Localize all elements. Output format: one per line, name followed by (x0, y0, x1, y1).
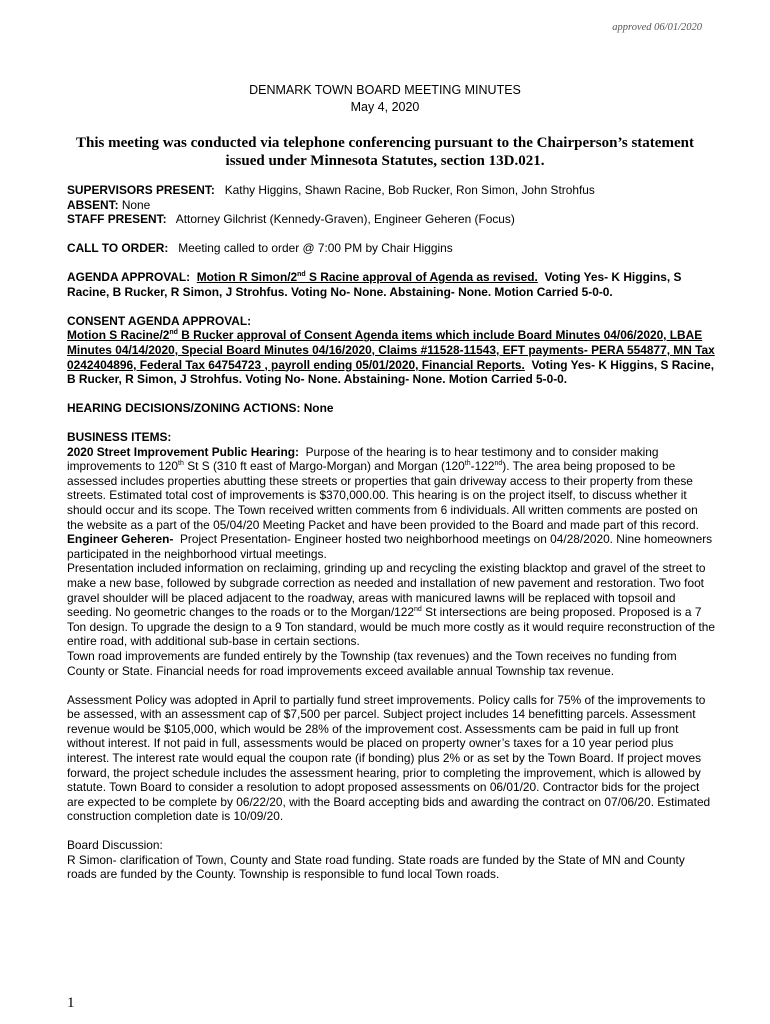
hearing-section (67, 401, 717, 416)
call-to-order-label: CALL TO ORDER: (67, 241, 169, 256)
minutes-body (67, 183, 717, 896)
absent-label: ABSENT: (67, 197, 119, 212)
absent-line (67, 198, 717, 213)
document-title-block (0, 82, 770, 116)
consent-agenda-label: CONSENT AGENDA APPROVAL (67, 313, 248, 328)
supervisors-names: Kathy Higgins, Shawn Racine, Bob Rucker, Ron Simon, John Strohfus (224, 183, 595, 197)
call-to-order-text: Meeting called to order @ 7:00 PM by Chair Higgins (178, 241, 453, 256)
hearing-purpose-paragraph: 2020 Street Improvement Public Hearing: Purpose of the hearing is to hear testimony and to consider making improvements to 120th St S (310 ft east of Margo-Morgan) and Morgan (120th-122nd). The area being proposed to be assessed includes properties abutting these streets or properties that gain driveway access to their property from these streets. Estimated total cost of improvements is $370,000.00. This hearing is on the project itself, to discuss whether it should occur and its scope. The Town received written comments from 6 individuals. All written comments are posted on the website as a part of the 05/04/20 Meeting Packet and have been provided to the Board and made part of this record. (67, 444, 699, 532)
assessment-paragraph: Assessment Policy was adopted in April to partially fund street improvements. Policy calls for 75% of the improvements to be assessed, with an assessment cap of $7,500 per parcel. Subject project includes 14 benefitting parcels. Assessment revenue would be $105,000, which would be 28% of the improvement cost. Assessments cam be paid in full up front without interest. If not paid in full, assessments would be placed on property owner’s taxes for a 10 year period plus interest. The interest rate would equal the coupon rate (if bonding) plus 2% or as set by the Town Board. If project moves forward, the project schedule includes the assessment hearing, prior to completing the improvement, which is allowed by statute. Town Board to consider a resolution to adopt proposed assessments on 06/01/20. Contractor bids for the project are expected to be complete by 06/22/20, with the Board accepting bids and awarding the contract on 07/06/20. Estimated construction completion date is 10/09/20. (67, 692, 711, 824)
presentation-paragraph: Presentation included information on reclaiming, grinding up and recycling the existing blacktop and gravel of the street to make a new base, followed by subgrade correction as needed and installation of new pavement and restoration. Two foot gravel shoulder will be placed adjacent to the roadway, areas with manicured lawns will be replaced with topsoil and seeding. No geometric changes to the roads or to the Morgan/122nd St intersections are being proposed. Proposed is a 7 Ton design. To upgrade the design to a 9 Ton standard, would be much more costly as it would require reconstruction of the entire road, with additional sub-base in certain sections. (67, 561, 715, 649)
approval-stamp: approved 06/01/2020 (612, 22, 702, 33)
staff-line (67, 212, 717, 227)
agenda-approval-section: AGENDA APPROVAL: Motion R Simon/2nd S Racine approval of Agenda as revised. Voting Yes- K Higgins, S Racine, B Rucker, R Simon, J Strohfus. Voting No- None. Abstaining- None. Motion Carried 5-0-0. (67, 270, 682, 299)
agenda-motion: Motion R Simon/2nd S Racine approval of Agenda as revised. (196, 270, 538, 285)
consent-motion: Motion S Racine/2nd B Rucker approval of Consent Agenda items which include Board Minutes 04/06/2020, LBAE Minutes 04/14/2020, Special Board Minutes 04/16/2020, Claims #11528-11543, EFT payments- PERA 554877, MN Tax 0242404896, Federal Tax 64754723 , payroll ending 05/01/2020, Financial Reports. (67, 328, 715, 372)
staff-names: Attorney Gilchrist (Kennedy-Graven), Engineer Geheren (Focus) (175, 212, 515, 227)
call-to-order-section (67, 241, 717, 256)
board-discussion-section (67, 838, 717, 882)
attendance-section (67, 183, 717, 227)
business-items-section (67, 430, 717, 678)
assessment-policy-section (67, 693, 717, 824)
staff-label: STAFF PRESENT: (67, 212, 167, 227)
absent-names: None (121, 197, 151, 212)
discussion-text: R Simon- clarification of Town, County and State road funding. State roads are funded by the State of MN and County roads are funded by the County. Township is responsible to fund local Town roads. (67, 852, 685, 882)
business-items-label: BUSINESS ITEMS: (67, 430, 172, 445)
conferencing-notice: This meeting was conducted via telephone conferencing pursuant to the Chairperson’s statement issued under Minnesota Statutes, section 13D.021. (76, 135, 694, 169)
document-title: DENMARK TOWN BOARD MEETING MINUTES (249, 83, 521, 97)
street-improvement-label: 2020 Street Improvement Public Hearing: (67, 444, 299, 459)
consent-agenda-section: CONSENT AGENDA APPROVAL: Motion S Racine/2nd B Rucker approval of Consent Agenda items which include Board Minutes 04/06/2020, LBAE Minutes 04/14/2020, Special Board Minutes 04/16/2020, Claims #11528-11543, EFT payments- PERA 554877, MN Tax 0242404896, Federal Tax 64754723 , payroll ending 05/01/2020, Financial Reports. Voting Yes- K Higgins, S Racine, B Rucker, R Simon, J Strohfus. Voting No- None. Abstaining- None. Motion Carried 5-0-0. (67, 313, 715, 387)
consent-vote: Voting Yes- K Higgins, S Racine, B Rucker, R Simon, J Strohfus. Voting No- None. Abstaining- None. Motion Carried 5-0-0. (67, 357, 715, 387)
meeting-date: May 4, 2020 (350, 100, 420, 114)
supervisors-line (67, 183, 717, 198)
discussion-label: Board Discussion: (67, 838, 163, 853)
engineer-label: Engineer Geheren- (67, 532, 174, 547)
supervisors-label: SUPERVISORS PRESENT: (67, 183, 215, 197)
hearing-label: HEARING DECISIONS/ZONING ACTIONS: None (67, 401, 334, 416)
funding-paragraph: Town road improvements are funded entirely by the Township (tax revenues) and the Town receives no funding from County or State. Financial needs for road improvements exceed available annual Township tax revenue. (67, 648, 677, 678)
agenda-vote: Voting Yes- K Higgins, S Racine, B Rucker, R Simon, J Strohfus. Voting No- None. Abstaining- None. Motion Carried 5-0-0. (67, 270, 682, 299)
agenda-approval-label: AGENDA APPROVAL (67, 270, 187, 285)
engineer-paragraph: Engineer Geheren- Project Presentation- Engineer hosted two neighborhood meetings on 04/28/2020. Nine homeowners participated in the neighborhood virtual meetings. (67, 532, 713, 561)
page-number: 1 (67, 995, 75, 1011)
